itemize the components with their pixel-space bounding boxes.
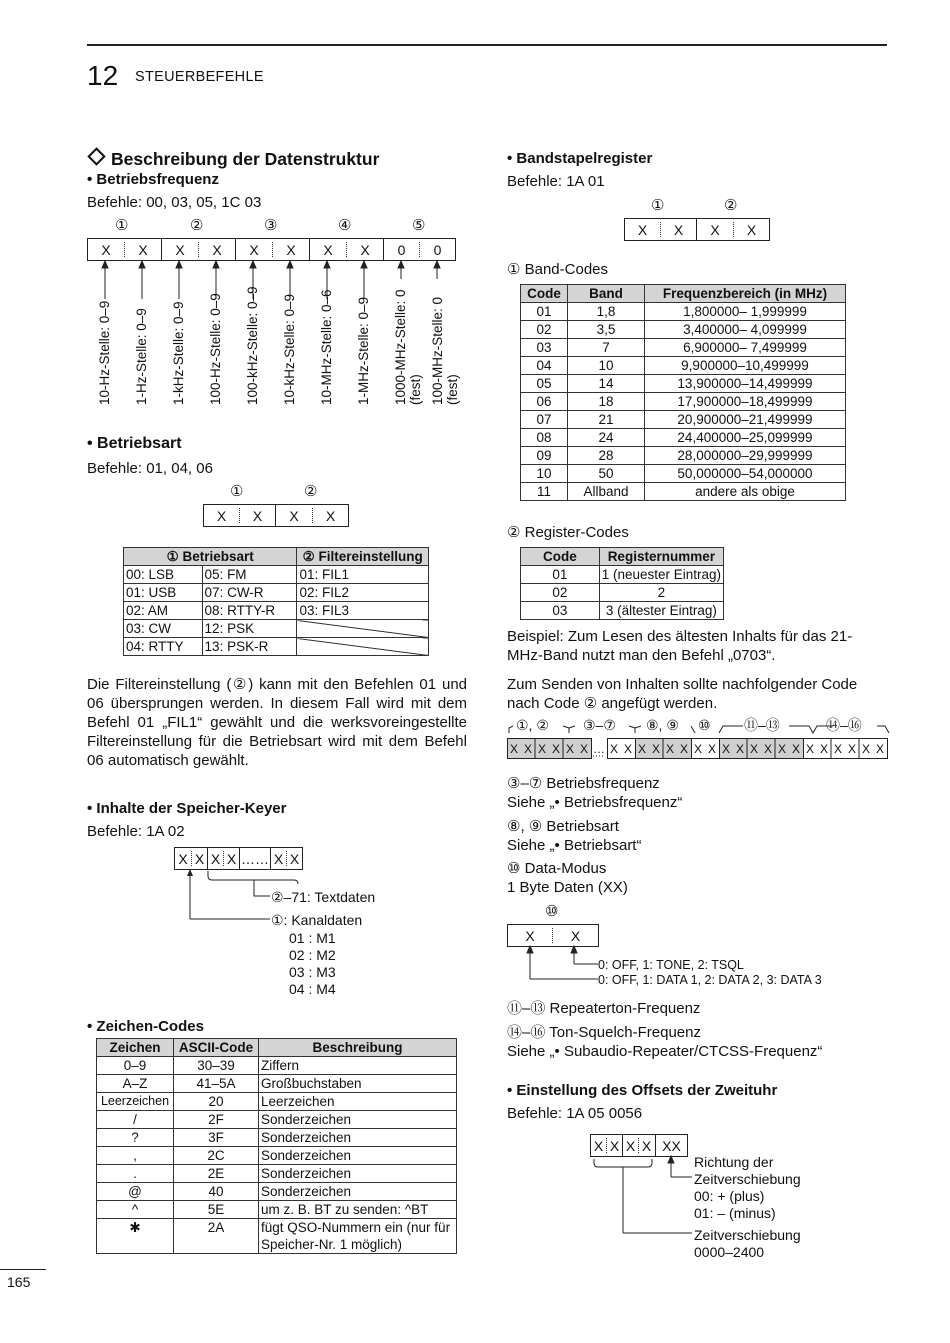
long-byte-strip <box>507 738 889 760</box>
svg-text:X: X <box>693 742 703 756</box>
item-siehe-betriebsart: Siehe „• Betriebsart“ <box>507 837 642 854</box>
cell: 3,5 <box>568 321 645 339</box>
table-row <box>521 447 846 465</box>
cell: ✱ <box>97 1219 174 1254</box>
band-digit: X <box>746 221 757 238</box>
item-repeater: ⑪–⑬ Repeaterton-Frequenz <box>507 1000 701 1017</box>
svg-text:X: X <box>749 742 759 756</box>
svg-text:X: X <box>665 742 675 756</box>
mode-circ-1: ① <box>230 483 244 500</box>
offset-digit: X <box>609 1137 620 1154</box>
cell: ^ <box>97 1201 174 1219</box>
chars-heading: • Zeichen-Codes <box>87 1018 204 1035</box>
section-title <box>87 149 379 170</box>
table-row <box>124 620 429 638</box>
svg-text:X: X <box>679 742 689 756</box>
cell: 01 <box>521 566 600 584</box>
cell: 0–9 <box>97 1057 174 1075</box>
chars-th-zeichen: Zeichen <box>97 1039 174 1057</box>
table-row <box>521 483 846 501</box>
mode-th-betriebsart: ① Betriebsart <box>124 548 297 566</box>
cell: 02: AM <box>124 602 203 620</box>
svg-text:X: X <box>537 742 547 756</box>
svg-text:X: X <box>707 742 717 756</box>
cell: 28 <box>568 447 645 465</box>
cell: 21 <box>568 411 645 429</box>
offset-digit: X <box>593 1137 604 1154</box>
table-row <box>521 375 846 393</box>
keyer-heading: • Inhalte der Speicher-Keyer <box>87 800 287 817</box>
cell: 50,000000–54,000000 <box>645 465 846 483</box>
table-row <box>97 1147 457 1165</box>
cell: 08 <box>521 429 568 447</box>
freq-digit: X <box>286 241 296 258</box>
keyer-digit: X <box>210 850 221 867</box>
svg-text:X: X <box>819 742 829 756</box>
keyer-channel: 01 : M1 <box>289 930 336 946</box>
header-rule <box>87 44 887 46</box>
freq-label-1mhz: 1-MHz-Stelle: 0–9 <box>356 296 371 405</box>
table-row <box>521 465 846 483</box>
cell: , <box>97 1147 174 1165</box>
cell: 09 <box>521 447 568 465</box>
cell: 2A <box>174 1219 259 1254</box>
svg-text:X: X <box>875 742 885 756</box>
item-data-modus: ⑩ Data-Modus <box>507 860 607 877</box>
freq-label-100khz: 100-kHz-Stelle: 0–9 <box>245 286 260 405</box>
cell: andere als obige <box>645 483 846 501</box>
cell: 41–5A <box>174 1075 259 1093</box>
table-row <box>97 1075 457 1093</box>
freq-digit: X <box>323 241 333 258</box>
cell: um z. B. BT zu senden: ^BT <box>259 1201 457 1219</box>
cell: 9,900000–10,499999 <box>645 357 846 375</box>
band-th-band: Band <box>568 285 645 303</box>
cell: 05 <box>521 375 568 393</box>
freq-label-1000mhz-fest: (fest) <box>408 374 423 405</box>
cell: Ziffern <box>259 1057 457 1075</box>
keyer-ellipsis: …… <box>241 850 269 867</box>
cell: ? <box>97 1129 174 1147</box>
cell: 02: FIL2 <box>297 584 429 602</box>
page-number-rule <box>0 1269 46 1270</box>
table-row <box>97 1201 457 1219</box>
cell: 2 <box>599 584 723 602</box>
svg-text:X: X <box>623 742 633 756</box>
cell: 40 <box>174 1183 259 1201</box>
band-codes-table <box>520 284 846 501</box>
chars-th-beschreibung: Beschreibung <box>259 1039 457 1057</box>
offset-zeit: 0000–2400 <box>694 1244 765 1260</box>
cell: Sonderzeichen <box>259 1147 457 1165</box>
empty-slash-cell <box>297 620 429 638</box>
cell: Sonderzeichen <box>259 1129 457 1147</box>
group-label-1-2: ①, ② <box>516 717 549 733</box>
register-th-nummer: Registernummer <box>599 548 723 566</box>
cell: 01: FIL1 <box>297 566 429 584</box>
band-codes-title: ① Band-Codes <box>507 261 609 278</box>
svg-text:X: X <box>847 742 857 756</box>
item-siehe-frequenz: Siehe „• Betriebsfrequenz“ <box>507 794 683 811</box>
freq-digit: X <box>249 241 259 258</box>
band-send-note: Zum Senden von Inhalten sollte nachfolgender Code nach Code ② angefügt werden. <box>507 676 858 712</box>
svg-text:X: X <box>509 742 519 756</box>
table-row <box>97 1183 457 1201</box>
keyer-byte-box <box>174 847 303 870</box>
keyer-digit: X <box>289 850 300 867</box>
cell: 03 <box>521 602 600 620</box>
table-row <box>521 393 846 411</box>
freq-digit: 0 <box>433 241 442 258</box>
table-row <box>124 584 429 602</box>
cell: 17,900000–18,499999 <box>645 393 846 411</box>
cell: 12: PSK <box>202 620 297 638</box>
freq-label-10hz: 10-Hz-Stelle: 0–9 <box>97 300 112 405</box>
chars-table <box>96 1038 457 1254</box>
freq-label-1khz: 1-kHz-Stelle: 0–9 <box>171 301 186 405</box>
cell: 02 <box>521 584 600 602</box>
offset-leaders <box>590 1155 700 1245</box>
table-row <box>521 303 846 321</box>
svg-text:X: X <box>861 742 871 756</box>
freq-label-10mhz: 10-MHz-Stelle: 0–6 <box>319 289 334 405</box>
freq-label-100mhz-fest: (fest) <box>445 374 460 405</box>
keyer-channel: 02 : M2 <box>289 947 336 963</box>
cell: 08: RTTY-R <box>202 602 297 620</box>
keyer-digit: X <box>178 850 188 867</box>
cell: 30–39 <box>174 1057 259 1075</box>
cell: 2C <box>174 1147 259 1165</box>
group-label-10: ⑩ <box>698 717 711 733</box>
table-row <box>521 548 724 566</box>
mode-note: Die Filtereinstellung (②) kann mit den Befehlen 01 und 06 übersprungen werden. In diesem Fall wird mit dem Befehl 01 „FIL1“ gewählt und die werksvoreingestellte Filtereinstellung für die Betriebsart wird mit dem Befehl 06 automatisch gewählt. <box>87 676 467 769</box>
band-digit: X <box>637 221 648 238</box>
svg-text:X: X <box>805 742 815 756</box>
band-befehle: Befehle: 1A 01 <box>507 173 605 190</box>
band-th-code: Code <box>521 285 568 303</box>
band-th-freq: Frequenzbereich (in MHz) <box>645 285 846 303</box>
freq-label-10khz: 10-kHz-Stelle: 0–9 <box>282 293 297 405</box>
freq-heading: • Betriebsfrequenz <box>87 171 219 188</box>
mode-digit: X <box>289 507 299 524</box>
freq-circ-4: ④ <box>338 217 352 234</box>
table-row <box>521 321 846 339</box>
cell: Großbuchstaben <box>259 1075 457 1093</box>
register-codes-table <box>520 547 724 620</box>
chapter-title: STEUERBEFEHLE <box>135 69 264 85</box>
svg-text:X: X <box>721 742 731 756</box>
offset-richtung: Zeitverschiebung <box>694 1171 801 1187</box>
cell: 01: USB <box>124 584 203 602</box>
item-betriebsfrequenz: ③–⑦ Betriebsfrequenz <box>507 775 660 792</box>
offset-byte-box <box>590 1134 688 1157</box>
cell: 6,900000– 7,499999 <box>645 339 846 357</box>
mode-digit: X <box>325 507 336 524</box>
cell: 03: FIL3 <box>297 602 429 620</box>
cell: Leerzeichen <box>259 1093 457 1111</box>
cell: 24 <box>568 429 645 447</box>
data-digit: X <box>570 927 581 944</box>
data-note-1: 0: OFF, 1: TONE, 2: TSQL <box>598 958 744 972</box>
offset-richtung: 00: + (plus) <box>694 1188 765 1204</box>
cell: 28,000000–29,999999 <box>645 447 846 465</box>
cell: A–Z <box>97 1075 174 1093</box>
cell: 10 <box>568 357 645 375</box>
band-circ-1: ① <box>651 197 665 214</box>
keyer-textdaten: ②–71: Textdaten <box>271 889 376 905</box>
freq-digit: X <box>138 241 148 258</box>
diamond-icon <box>87 147 105 165</box>
freq-circ-5: ⑤ <box>412 217 426 234</box>
cell: 03 <box>521 339 568 357</box>
cell: 02 <box>521 321 568 339</box>
freq-digit: X <box>212 241 222 258</box>
band-byte-box <box>624 218 770 241</box>
band-heading: • Bandstapelregister <box>507 150 653 167</box>
keyer-kanaldaten: ①: Kanaldaten <box>271 912 363 928</box>
keyer-befehle: Befehle: 1A 02 <box>87 823 185 840</box>
table-row <box>97 1093 457 1111</box>
table-row <box>97 1129 457 1147</box>
svg-text:X: X <box>833 742 843 756</box>
freq-digit: X <box>175 241 185 258</box>
item-betriebsart: ⑧, ⑨ Betriebsart <box>507 818 619 835</box>
register-codes-title: ② Register-Codes <box>507 524 629 541</box>
table-row <box>124 566 429 584</box>
item-squelch: ⑭–⑯ Ton-Squelch-Frequenz <box>507 1024 701 1041</box>
freq-byte-box <box>87 238 456 261</box>
cell: 07 <box>521 411 568 429</box>
group-label-8-9: ⑧, ⑨ <box>646 717 679 733</box>
table-row <box>521 285 846 303</box>
data-digit: X <box>525 927 535 944</box>
svg-text:X: X <box>637 742 647 756</box>
cell: 3F <box>174 1129 259 1147</box>
cell: 13,900000–14,499999 <box>645 375 846 393</box>
svg-text:X: X <box>609 742 619 756</box>
mode-circ-2: ② <box>304 483 318 500</box>
table-row <box>521 429 846 447</box>
band-digit: X <box>710 221 720 238</box>
table-row <box>521 566 724 584</box>
cell: 2E <box>174 1165 259 1183</box>
freq-digit: 0 <box>397 241 406 258</box>
cell: 7 <box>568 339 645 357</box>
data-circ: ⑩ <box>545 903 559 920</box>
freq-circ-1: ① <box>115 217 129 234</box>
cell: 1,800000– 1,999999 <box>645 303 846 321</box>
cell: 00: LSB <box>124 566 203 584</box>
freq-befehle: Befehle: 00, 03, 05, 1C 03 <box>87 194 262 211</box>
table-row <box>124 602 429 620</box>
cell: 5E <box>174 1201 259 1219</box>
data-note-2: 0: OFF, 1: DATA 1, 2: DATA 2, 3: DATA 3 <box>598 973 822 987</box>
cell: 3 (ältester Eintrag) <box>599 602 723 620</box>
cell: 50 <box>568 465 645 483</box>
freq-label-1000mhz: 1000-MHz-Stelle: 0 <box>393 289 408 405</box>
offset-richtung: Richtung der <box>694 1154 774 1170</box>
cell: 04 <box>521 357 568 375</box>
offset-zeit: Zeitverschiebung <box>694 1227 801 1243</box>
svg-text:X: X <box>763 742 773 756</box>
cell: / <box>97 1111 174 1129</box>
item-siehe-subaudio: Siehe „• Subaudio-Repeater/CTCSS-Frequenz“ <box>507 1043 823 1060</box>
offset-richtung: 01: – (minus) <box>694 1205 776 1221</box>
data-leaders <box>520 945 600 985</box>
cell: 03: CW <box>124 620 203 638</box>
band-digit: X <box>673 221 684 238</box>
mode-th-filter: ② Filtereinstellung <box>297 548 429 566</box>
data-byte-box <box>507 924 599 947</box>
group-label-11-13: ⑪–⑬ <box>744 717 780 733</box>
mode-byte-box <box>203 504 349 527</box>
table-row <box>97 1057 457 1075</box>
svg-text:X: X <box>791 742 801 756</box>
freq-digit: X <box>101 241 111 258</box>
table-row <box>124 548 429 566</box>
keyer-channel: 03 : M3 <box>289 964 336 980</box>
cell: 18 <box>568 393 645 411</box>
page-number: 165 <box>7 1274 31 1290</box>
keyer-digit: X <box>226 850 237 867</box>
svg-text:X: X <box>777 742 787 756</box>
keyer-digit: X <box>194 850 205 867</box>
cell: 1 (neuester Eintrag) <box>599 566 723 584</box>
mode-heading: • Betriebsart <box>87 435 182 452</box>
table-row <box>97 1039 457 1057</box>
cell: Sonderzeichen <box>259 1165 457 1183</box>
offset-heading: • Einstellung des Offsets der Zweituhr <box>507 1082 778 1099</box>
offset-digit: XX <box>662 1137 681 1154</box>
mode-befehle: Befehle: 01, 04, 06 <box>87 460 213 477</box>
table-row <box>97 1111 457 1129</box>
table-row <box>124 638 429 656</box>
cell: 1,8 <box>568 303 645 321</box>
cell: 13: PSK-R <box>202 638 297 656</box>
cell: 20 <box>174 1093 259 1111</box>
cell: 2F <box>174 1111 259 1129</box>
chapter-number: 12 <box>87 60 119 91</box>
svg-text:X: X <box>651 742 661 756</box>
cell: Leerzeichen <box>97 1093 174 1111</box>
table-row <box>97 1219 457 1254</box>
table-row <box>521 357 846 375</box>
svg-text:X: X <box>565 742 575 756</box>
freq-circ-3: ③ <box>264 217 278 234</box>
cell: 20,900000–21,499999 <box>645 411 846 429</box>
table-row <box>97 1165 457 1183</box>
cell: Sonderzeichen <box>259 1111 457 1129</box>
svg-text:X: X <box>523 742 533 756</box>
empty-slash-cell <box>297 638 429 656</box>
offset-befehle: Befehle: 1A 05 0056 <box>507 1105 643 1122</box>
section-title-text: Beschreibung der Datenstruktur <box>111 149 380 169</box>
cell: 3,400000– 4,099999 <box>645 321 846 339</box>
cell: 07: CW-R <box>202 584 297 602</box>
offset-digit: X <box>625 1137 636 1154</box>
freq-label-100mhz: 100-MHz-Stelle: 0 <box>430 296 445 405</box>
table-row <box>521 602 724 620</box>
group-label-3-7: ③–⑦ <box>583 717 616 733</box>
cell: . <box>97 1165 174 1183</box>
freq-label-1hz: 1-Hz-Stelle: 0–9 <box>134 308 149 405</box>
mode-digit: X <box>252 507 263 524</box>
chars-th-ascii: ASCII-Code <box>174 1039 259 1057</box>
band-circ-2: ② <box>724 197 738 214</box>
register-th-code: Code <box>521 548 600 566</box>
offset-digit: X <box>641 1137 652 1154</box>
table-row <box>521 339 846 357</box>
table-row <box>521 411 846 429</box>
svg-text:X: X <box>551 742 561 756</box>
cell: 10 <box>521 465 568 483</box>
item-1-byte: 1 Byte Daten (XX) <box>507 879 628 896</box>
freq-circ-2: ② <box>190 217 204 234</box>
freq-digit: X <box>360 241 370 258</box>
mode-table <box>123 547 429 656</box>
svg-text:X: X <box>579 742 589 756</box>
cell: 06 <box>521 393 568 411</box>
band-example: Beispiel: Zum Lesen des ältesten Inhalts für das 21-MHz-Band nutzt man den Befehl „0703“. <box>507 628 853 664</box>
svg-text:X: X <box>735 742 745 756</box>
cell: 24,400000–25,099999 <box>645 429 846 447</box>
cell: 05: FM <box>202 566 297 584</box>
group-label-14-16: ⑭–⑯ <box>826 717 862 733</box>
mode-digit: X <box>216 507 227 524</box>
table-row <box>521 584 724 602</box>
cell: fügt QSO-Nummern ein (nur für Speicher-Nr. 1 möglich) <box>259 1219 457 1254</box>
cell: Allband <box>568 483 645 501</box>
keyer-channel: 04 : M4 <box>289 981 336 997</box>
freq-label-100hz: 100-Hz-Stelle: 0–9 <box>208 293 223 405</box>
keyer-digit: X <box>273 850 284 867</box>
cell: 14 <box>568 375 645 393</box>
cell: Sonderzeichen <box>259 1183 457 1201</box>
cell: 11 <box>521 483 568 501</box>
cell: 01 <box>521 303 568 321</box>
cell: @ <box>97 1183 174 1201</box>
cell: 04: RTTY <box>124 638 203 656</box>
svg-text:…: … <box>593 742 605 756</box>
